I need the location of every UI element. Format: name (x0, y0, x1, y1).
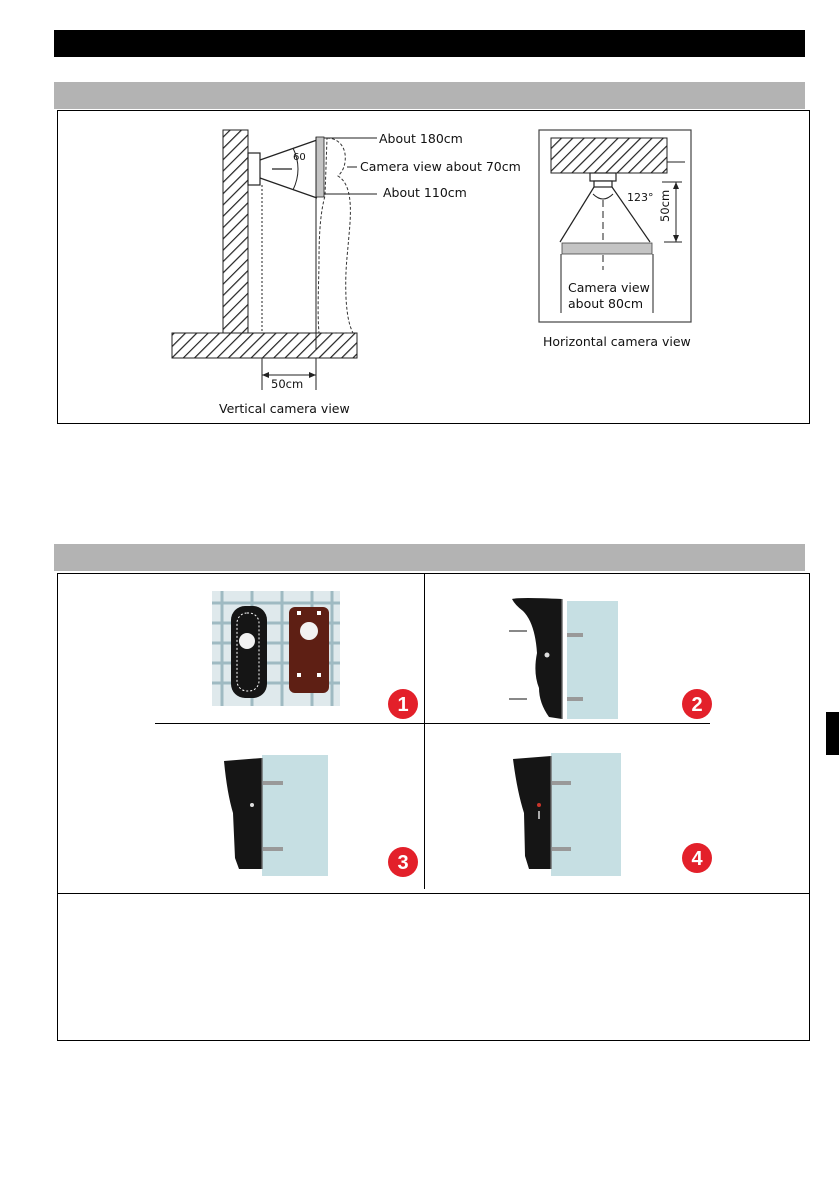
vertical-view-bar (316, 137, 324, 197)
step-4-image (513, 753, 621, 876)
label-camera-view-70cm: Camera view about 70cm (360, 159, 521, 174)
horizontal-view-bar (562, 243, 652, 254)
installation-steps (57, 573, 810, 893)
vertical-distance: 50cm (271, 377, 304, 391)
header-bar (54, 30, 805, 57)
label-about-180cm: About 180cm (379, 131, 463, 146)
step-2-badge (682, 689, 712, 719)
camera-vertical (248, 153, 260, 185)
camera-horizontal (590, 173, 616, 181)
horizontal-caption: Horizontal camera view (543, 334, 691, 349)
step-1-badge (388, 689, 418, 719)
page-side-tab (826, 712, 839, 755)
wall-vertical (223, 130, 248, 354)
floor (172, 333, 357, 358)
horizontal-angle: 123° (627, 191, 654, 204)
label-about-110cm: About 110cm (383, 185, 467, 200)
horizontal-view-line2: about 80cm (568, 296, 643, 311)
step-1-number: 1 (397, 694, 409, 716)
step-3-badge (388, 847, 418, 877)
installation-divider (57, 893, 810, 894)
camera-view-diagram (57, 110, 810, 424)
vertical-angle: 60 (293, 152, 306, 163)
horizontal-view-line1: Camera view (568, 280, 650, 295)
horizontal-distance: 50cm (658, 189, 672, 222)
step-3-number: 3 (397, 852, 409, 874)
step-4-badge (682, 843, 712, 873)
vertical-caption: Vertical camera view (219, 401, 350, 416)
section-bar-camera-view (54, 82, 805, 109)
step-3-image (224, 755, 328, 876)
step-2-number: 2 (691, 694, 703, 716)
section-bar-installation (54, 544, 805, 571)
wall-horizontal (551, 138, 667, 173)
step-1-image (212, 591, 340, 706)
step-2-image (509, 598, 618, 719)
step-4-number: 4 (691, 848, 703, 870)
